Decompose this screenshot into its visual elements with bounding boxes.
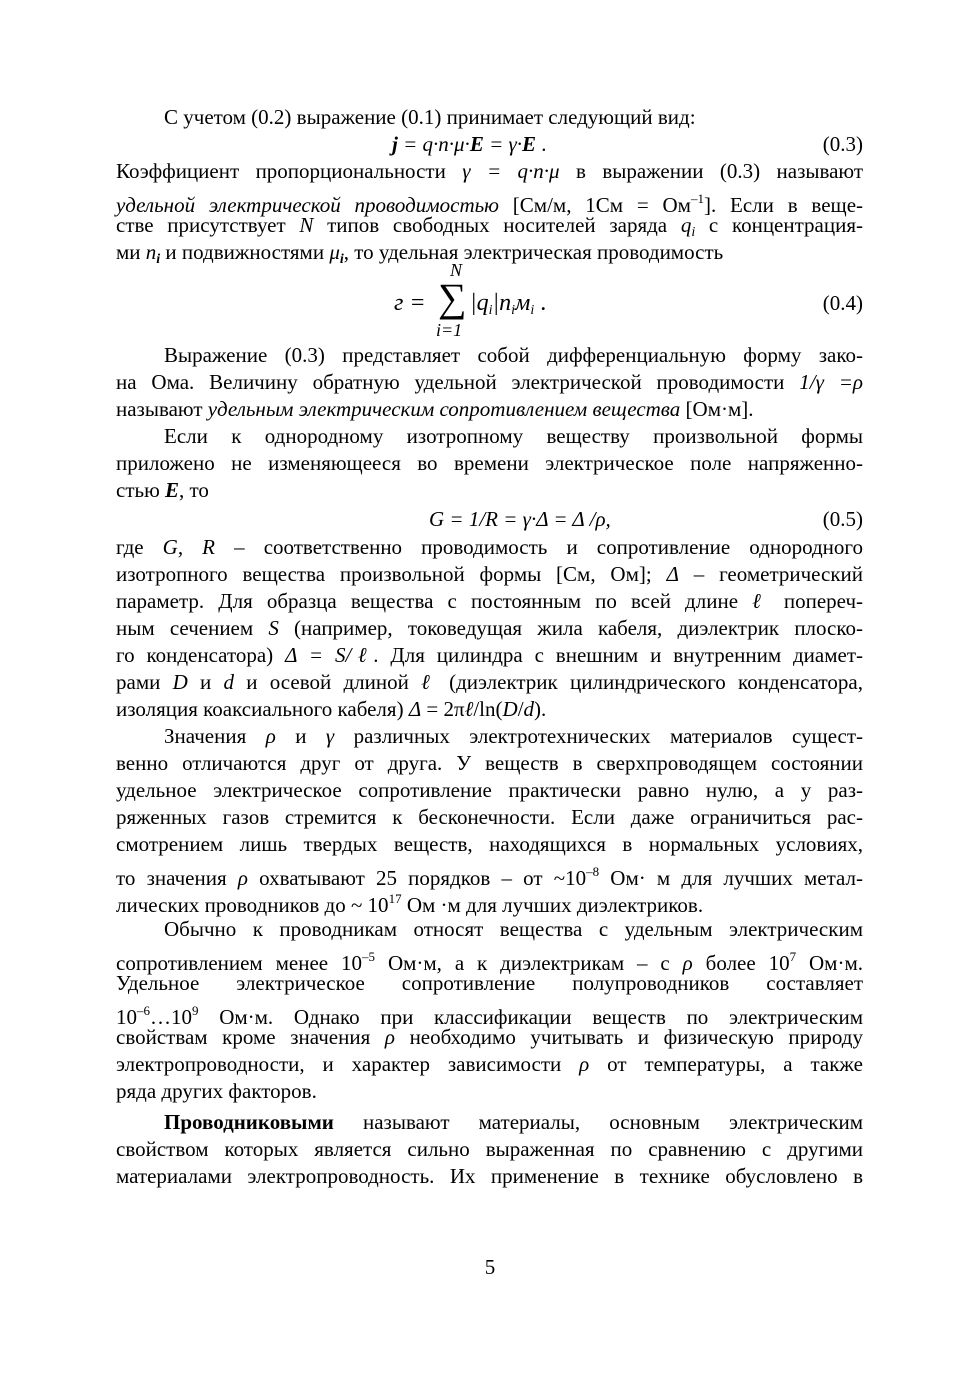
text: ряда других факторов.: [116, 1079, 317, 1103]
text: сопротивлением менее 10: [116, 951, 363, 975]
symbol: G, R: [162, 535, 216, 559]
text: ным сечением: [116, 616, 254, 640]
symbol: Δ: [408, 697, 422, 721]
text: типов свободных носителей заряда: [327, 213, 668, 237]
text: Если к однородному изотропному веществу произвольной формы: [164, 424, 863, 448]
equation-number: (0.5): [822, 507, 863, 531]
text: необходимо учитывать и физическую природу: [409, 1025, 863, 1049]
text: смотрением лишь твердых веществ, находящихся в нормальных условиях,: [116, 832, 863, 856]
text: Ом·м, а к диэлектрикам – с: [375, 951, 670, 975]
equation-0-3: [116, 131, 863, 158]
symbol: ℓ: [752, 589, 770, 613]
text: , то: [179, 478, 209, 502]
superscript: 9: [192, 1003, 199, 1018]
paragraph-line: [116, 423, 863, 450]
symbol: ℓ: [421, 670, 437, 694]
symbol: N: [299, 213, 314, 237]
paragraph-line: [116, 970, 863, 997]
symbol: ρ: [579, 1052, 590, 1076]
eq-end: .: [536, 132, 547, 156]
symbol: d: [223, 670, 235, 694]
equation-body: [392, 131, 547, 158]
text: свойствам кроме значения: [116, 1025, 371, 1049]
paragraph-line: [116, 1078, 863, 1105]
term-part: м: [515, 290, 531, 316]
term-italic: удельной электрической проводимостью: [116, 193, 499, 217]
text: Ом·м. Однако при классификации веществ по электрическим: [198, 1005, 863, 1029]
formula: 1/γ =ρ: [799, 370, 863, 394]
paragraph-line: [116, 858, 864, 890]
paragraph-line: [116, 534, 863, 561]
vector-e: E: [469, 132, 484, 156]
text: приложено не изменяющееся во времени электрическое поле напряженно-: [116, 451, 863, 475]
text: /ln(: [473, 697, 503, 721]
superscript: 17: [388, 891, 402, 906]
paragraph-line: [116, 450, 863, 477]
paragraph-line: [116, 588, 863, 615]
paragraph-line: [116, 1024, 863, 1051]
text: , то удельная электрическая проводимость: [343, 240, 724, 264]
text: стью: [116, 478, 160, 502]
paragraph-line: [116, 342, 863, 369]
text: венно отличаются друг от друга. У веществ в сверхпроводящем состоянии: [116, 751, 863, 775]
text: Значения: [164, 724, 247, 748]
text: ми: [116, 240, 141, 264]
paragraph-line: [116, 212, 863, 239]
paragraph-line: [116, 104, 863, 131]
page-body: [116, 104, 863, 1190]
paragraph-line: [116, 696, 863, 723]
text: рами: [116, 670, 161, 694]
subscript: i: [530, 303, 535, 318]
text: материалами электропроводность. Их применение в технике обусловлено в: [116, 1164, 863, 1188]
paragraph-line: [116, 777, 863, 804]
text: ).: [534, 697, 547, 721]
eq-mid: = q·n·μ·: [397, 132, 470, 156]
text: на Ома. Величину обратную удельной электрической проводимости: [116, 370, 785, 394]
symbol: ρ: [682, 951, 693, 975]
text: Ом·м.: [796, 951, 863, 975]
paragraph-line: [116, 1136, 863, 1163]
text: [См/м, 1См = Ом: [512, 193, 691, 217]
sum-lower-limit: i=1: [436, 320, 463, 340]
paragraph-line: [116, 158, 863, 185]
text: – соответственно проводимость и сопротивление однородного: [234, 535, 864, 559]
symbol: μ: [329, 240, 340, 264]
text: изотропного вещества произвольной формы [См, Ом];: [116, 562, 652, 586]
text: С учетом (0.2) выражение (0.1) принимает следующий вид:: [164, 105, 696, 129]
text: го конденсатора): [116, 643, 274, 667]
paragraph-line: [116, 831, 863, 858]
paragraph-line: [116, 615, 863, 642]
formula: Δ = S/ℓ: [285, 643, 374, 667]
text: ]. Если в веще-: [703, 193, 864, 217]
text: и: [200, 670, 212, 694]
text: лических проводников до ~ 10: [116, 893, 389, 917]
superscript: –1: [690, 191, 704, 206]
text: и подвижностями: [165, 240, 325, 264]
text: в выражении (0.3) называют: [576, 159, 864, 183]
paragraph-line: [116, 669, 863, 696]
text: электропроводности, и характер зависимости: [116, 1052, 562, 1076]
superscript: –8: [586, 864, 600, 879]
symbol: ρ: [265, 724, 276, 748]
equation-body: G = 1/R = γ·Δ = Δ /ρ,: [429, 507, 611, 531]
term-bold: Проводниковыми: [164, 1110, 334, 1134]
sum-upper-limit: N: [450, 260, 463, 280]
symbol: ℓ: [464, 697, 474, 721]
eq-lhs: г =: [394, 290, 426, 316]
eq-end: .: [534, 290, 547, 316]
text: свойством которых является сильно выраженная по сравнению с другими: [116, 1137, 863, 1161]
subscript: i: [488, 303, 493, 318]
text: Обычно к проводникам относят вещества с удельным электрическим: [164, 917, 863, 941]
superscript: –5: [362, 949, 376, 964]
symbol: D: [172, 670, 188, 694]
paragraph-line: [116, 916, 863, 943]
text: называют материалы, основным электрическим: [362, 1110, 863, 1134]
vector-j: j: [392, 132, 398, 156]
text: попереч-: [783, 589, 863, 613]
formula: γ = q·n·μ: [462, 159, 560, 183]
text: Ом· м для лучших метал-: [599, 866, 864, 890]
text: где: [116, 535, 144, 559]
subscript: i: [511, 303, 515, 318]
paragraph-line: [116, 943, 863, 975]
paragraph-line: [116, 1163, 863, 1190]
term-part: |q: [470, 290, 489, 316]
equation-number: (0.4): [822, 291, 863, 315]
text: 10: [116, 1005, 137, 1029]
text: от температуры, а также: [607, 1052, 863, 1076]
text: более 10: [705, 951, 790, 975]
symbol: γ: [325, 724, 335, 748]
text: Коэффициент пропорциональности: [116, 159, 446, 183]
text: /: [517, 697, 524, 721]
text: ряженных газов стремится к бесконечности. Если даже ограничиться рас-: [116, 805, 863, 829]
text: то значения: [116, 866, 227, 890]
symbol: D: [502, 697, 518, 721]
paragraph-line: [116, 185, 864, 217]
text: Удельное электрическое сопротивление полупроводников составляет: [116, 971, 863, 995]
sum-term: [470, 288, 546, 326]
text: – геометрический: [693, 562, 864, 586]
paragraph-line: [116, 997, 863, 1029]
symbol: ρ: [237, 866, 248, 890]
symbol: ρ: [384, 1025, 395, 1049]
paragraph-line: [116, 239, 863, 266]
paragraph-line: [116, 1109, 863, 1136]
subscript: i: [156, 252, 161, 267]
paragraph-line: [116, 804, 863, 831]
subscript: i: [339, 252, 344, 267]
equation-0-4: [116, 260, 863, 342]
text: и: [295, 724, 307, 748]
sigma-symbol: ∑: [438, 275, 467, 320]
text: с концентрация-: [708, 213, 863, 237]
paragraph-line: [116, 396, 863, 423]
text: удельное электрическое сопротивление практически равно нулю, а у раз-: [116, 778, 863, 802]
text: различных электротехнических материалов сущест-: [353, 724, 864, 748]
text: стве присутствует: [116, 213, 286, 237]
symbol: d: [523, 697, 535, 721]
paragraph-line: [116, 885, 863, 917]
paragraph-line: [116, 369, 863, 396]
subscript: i: [691, 225, 696, 240]
text: называют: [116, 397, 203, 421]
text: = 2π: [421, 697, 465, 721]
text: …10: [150, 1005, 192, 1029]
eq-mid: = γ·: [483, 132, 523, 156]
text: охватывают 25 порядков – от ~10: [259, 866, 587, 890]
text: и осевой длиной: [246, 670, 409, 694]
term-part: |n: [492, 290, 512, 316]
equation-number: (0.3): [822, 132, 863, 156]
text: . Для цилиндра с внешним и внутренним диамет-: [373, 643, 864, 667]
superscript: 7: [789, 949, 797, 964]
term-italic: удельным электрическим сопротивлением вещества: [207, 397, 681, 421]
symbol: q: [680, 213, 692, 237]
paragraph-line: [116, 561, 863, 588]
text: параметр. Для образца вещества с постоянным по всей длине: [116, 589, 739, 613]
symbol: Δ: [666, 562, 679, 586]
vector-e: E: [165, 478, 180, 502]
paragraph-line: [116, 1051, 863, 1078]
paragraph-line: [116, 723, 863, 750]
paragraph-line: [116, 750, 863, 777]
symbol: n: [145, 240, 157, 264]
text: Ом ·м для лучших диэлектриков.: [406, 893, 704, 917]
text: (например, токоведущая жила кабеля, диэлектрик плоско-: [294, 616, 864, 640]
text: изоляция коаксиального кабеля): [116, 697, 404, 721]
symbol: S: [268, 616, 279, 640]
page-number: 5: [484, 1255, 496, 1279]
paragraph-line: [116, 477, 863, 504]
paragraph-line: [116, 642, 863, 669]
text: [Ом·м].: [685, 397, 754, 421]
text: Выражение (0.3) представляет собой дифференциальную форму зако-: [164, 343, 863, 367]
equation-0-5: [116, 504, 863, 534]
superscript: –6: [137, 1003, 150, 1018]
text: (диэлектрик цилиндрического конденсатора,: [449, 670, 863, 694]
vector-e: E: [522, 132, 537, 156]
